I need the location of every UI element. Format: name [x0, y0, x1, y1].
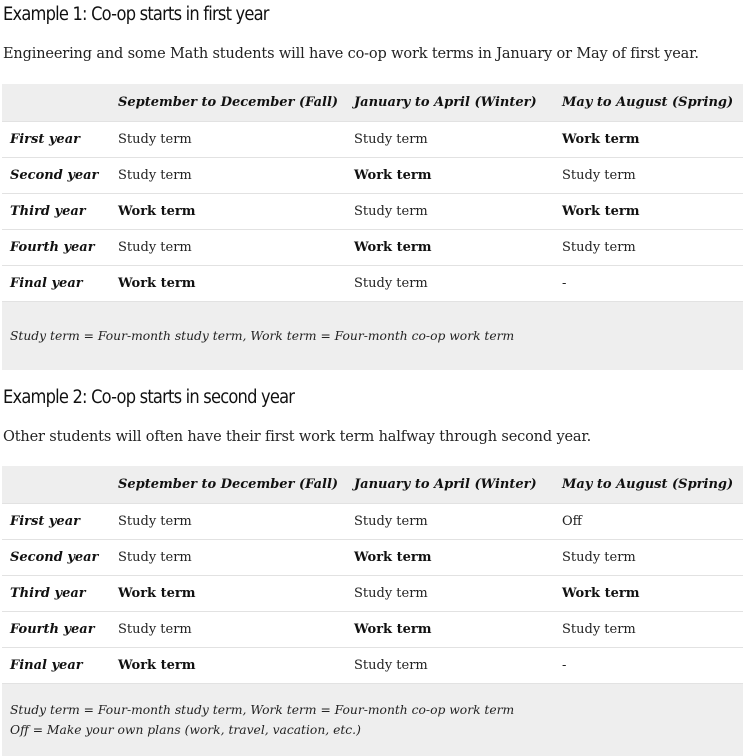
corner-cell [2, 466, 110, 503]
term-cell-fall: Study term [110, 157, 346, 193]
example-1-table-body [2, 121, 743, 301]
term-cell-fall: Work term [110, 647, 346, 683]
term-cell-spring: Work term [554, 121, 743, 157]
term-cell-spring: Work term [554, 193, 743, 229]
term-cell-spring: Study term [554, 229, 743, 265]
corner-cell [2, 84, 110, 121]
example-2-intro: Other students will often have their first work term halfway through second year. [3, 429, 592, 445]
example-1-heading: Example 1: Co-op starts in first year [3, 4, 269, 25]
term-cell-fall: Study term [110, 611, 346, 647]
term-cell-fall: Work term [110, 575, 346, 611]
term-cell-winter: Work term [346, 229, 554, 265]
row-header-year: Second year [2, 539, 110, 575]
table-header-row [2, 466, 743, 503]
row-header-year: Final year [2, 265, 110, 301]
table-note: Study term = Four-month study term, Work term = Four-month co-op work term [10, 328, 515, 343]
term-cell-spring: Off [554, 503, 743, 539]
column-header-fall: September to December (Fall) [110, 466, 346, 503]
term-cell-winter: Work term [346, 157, 554, 193]
example-1-schedule-table [2, 84, 743, 370]
term-cell-spring: Study term [554, 157, 743, 193]
term-cell-spring: - [554, 647, 743, 683]
table-row [2, 265, 743, 301]
term-cell-fall: Work term [110, 193, 346, 229]
row-header-year: Third year [2, 575, 110, 611]
term-cell-winter: Study term [346, 121, 554, 157]
term-cell-spring: Work term [554, 575, 743, 611]
table-row [2, 539, 743, 575]
row-header-year: Fourth year [2, 229, 110, 265]
example-2-schedule-table [2, 466, 743, 756]
term-cell-winter: Study term [346, 193, 554, 229]
term-cell-winter: Work term [346, 539, 554, 575]
term-cell-fall: Work term [110, 265, 346, 301]
table-row [2, 575, 743, 611]
table-notes-cell [2, 301, 743, 370]
example-2-heading: Example 2: Co-op starts in second year [3, 387, 295, 408]
row-header-year: Final year [2, 647, 110, 683]
example-2-table-body [2, 503, 743, 683]
table-note: Off = Make your own plans (work, travel, vacation, etc.) [10, 722, 361, 737]
row-header-year: First year [2, 121, 110, 157]
row-header-year: Second year [2, 157, 110, 193]
table-notes-row [2, 683, 743, 756]
term-cell-spring: Study term [554, 611, 743, 647]
column-header-spring: May to August (Spring) [554, 466, 743, 503]
row-header-year: First year [2, 503, 110, 539]
term-cell-fall: Study term [110, 121, 346, 157]
example-1-intro: Engineering and some Math students will have co-op work terms in January or May of first year. [3, 46, 699, 62]
table-row [2, 157, 743, 193]
table-row [2, 121, 743, 157]
term-cell-winter: Work term [346, 611, 554, 647]
table-header-row [2, 84, 743, 121]
term-cell-winter: Study term [346, 575, 554, 611]
row-header-year: Third year [2, 193, 110, 229]
term-cell-fall: Study term [110, 229, 346, 265]
term-cell-fall: Study term [110, 539, 346, 575]
term-cell-spring: Study term [554, 539, 743, 575]
term-cell-fall: Study term [110, 503, 346, 539]
table-row [2, 193, 743, 229]
column-header-winter: January to April (Winter) [346, 84, 554, 121]
column-header-spring: May to August (Spring) [554, 84, 743, 121]
term-cell-winter: Study term [346, 503, 554, 539]
table-row [2, 229, 743, 265]
table-notes-cell [2, 683, 743, 756]
table-row [2, 611, 743, 647]
table-note: Study term = Four-month study term, Work term = Four-month co-op work term [10, 702, 515, 717]
term-cell-winter: Study term [346, 265, 554, 301]
table-row [2, 503, 743, 539]
column-header-fall: September to December (Fall) [110, 84, 346, 121]
term-cell-winter: Study term [346, 647, 554, 683]
term-cell-spring: - [554, 265, 743, 301]
table-notes-row [2, 301, 743, 370]
table-row [2, 647, 743, 683]
column-header-winter: January to April (Winter) [346, 466, 554, 503]
row-header-year: Fourth year [2, 611, 110, 647]
